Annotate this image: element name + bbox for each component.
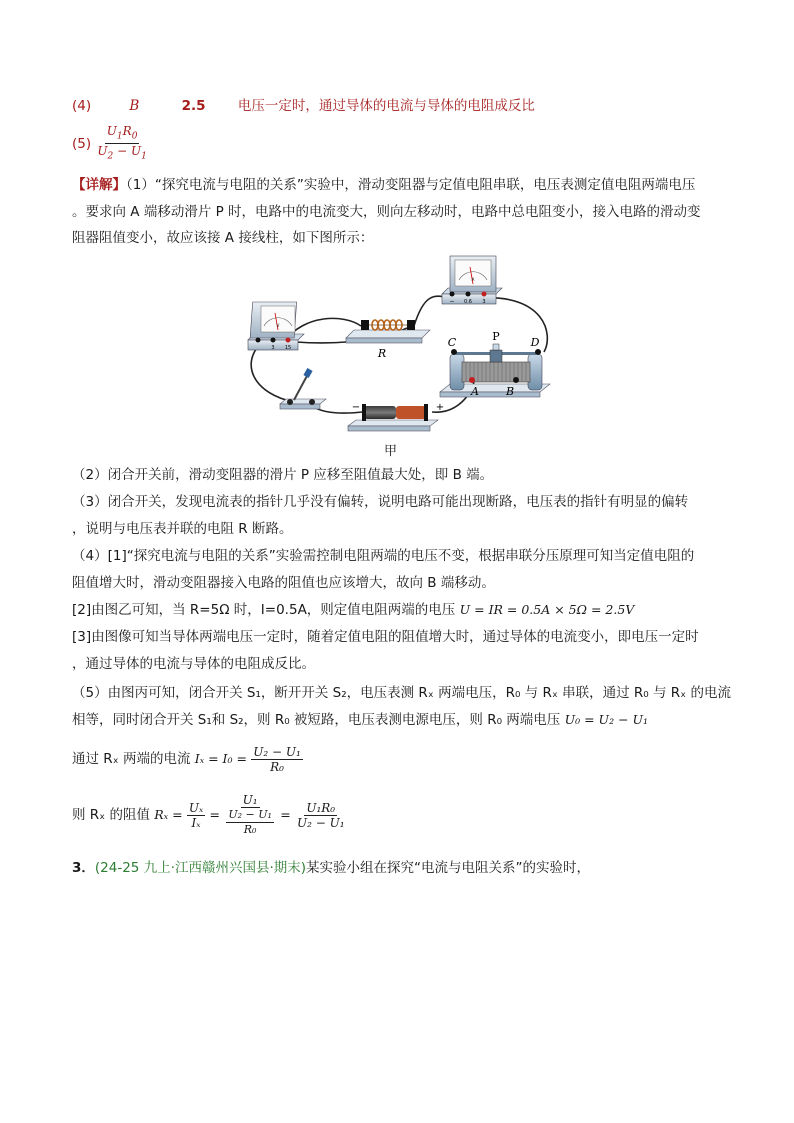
rheostat-label-D: D xyxy=(530,336,540,349)
voltmeter-tick-3: 3 xyxy=(271,345,275,351)
rx-fraction-2 xyxy=(224,793,276,837)
detail-p4-c xyxy=(72,600,634,620)
current-denominator: R₀ xyxy=(270,759,284,774)
voltmeter-tick-15: 15 xyxy=(284,345,292,351)
question-number: 3． xyxy=(72,860,95,876)
rx-nested-num: U₂ − U₁ xyxy=(228,808,272,821)
q5-numerator: $U_1R_0$ xyxy=(105,124,140,144)
voltage-equation: U = IR = 0.5A × 5Ω = 2.5V xyxy=(459,602,635,617)
rx-fraction-3 xyxy=(295,801,347,830)
detail-p5-c-text: 通过 Rₓ 两端的电流 xyxy=(72,751,191,767)
rx-nested-fraction xyxy=(226,808,274,837)
ammeter-tick-3: 3 xyxy=(482,299,486,305)
figure-caption: 甲 xyxy=(384,444,398,459)
rheostat-label-C: C xyxy=(447,336,457,349)
current-fraction xyxy=(251,745,303,774)
detail-p4-b: 阻值增大时，滑动变阻器接入电路的阻值也应该增大，故向 B 端移动。 xyxy=(72,575,495,591)
detail-p1-a xyxy=(72,175,695,195)
rx-fraction-1 xyxy=(187,801,205,830)
detail-p1-a-text: （1）“探究电流与电阻的关系”实验中，滑动变阻器与定值电阻串联，电压表测定值电阻两端电压 xyxy=(126,177,696,193)
q5-denominator: $U_2 - U_1$ xyxy=(97,144,147,162)
ammeter-tick-06: 0.6 xyxy=(464,299,472,305)
detail-p4-a: （4）[1]“探究电流与电阻的关系”实验需控制电阻两端的电压不变，根据串联分压原理可知当定值电阻的 xyxy=(72,548,695,564)
q4-answer-1: B xyxy=(129,98,140,114)
q4-answer-3: 电压一定时，通过导体的电流与导体的电阻成反比 xyxy=(237,98,535,114)
rx-fraction-3-num: U₁R₀ xyxy=(306,800,336,815)
q5-number: (5) xyxy=(72,135,92,152)
rheostat xyxy=(440,330,550,398)
question-source: (24-25 九上·江西赣州兴国县·期末) xyxy=(94,860,307,876)
answer-line-4 xyxy=(72,96,535,116)
detail-p4-e: ，通过导体的电流与导体的电阻成反比。 xyxy=(72,656,315,672)
battery-plus: + xyxy=(435,402,445,413)
equals-2: = xyxy=(280,807,291,822)
u0-equation: U₀ = U₂ − U₁ xyxy=(564,712,649,727)
detail-p5-d xyxy=(72,790,347,840)
detail-p4-d: [3]由图像可知当导体两端电压一定时，随着定值电阻的阻值增大时，通过导体的电流变小，即电压一定时 xyxy=(72,629,699,645)
detail-p3-b: ，说明与电压表并联的电阻 R 断路。 xyxy=(72,521,293,537)
circuit-diagram xyxy=(244,254,554,454)
detail-p5-c xyxy=(72,742,303,776)
ammeter xyxy=(442,256,502,305)
detail-p5-a: （5）由图丙可知，闭合开关 S₁，断开开关 S₂，电压表测 Rₓ 两端电压，R₀ 与 Rₓ 串联，通过 R₀ 与 Rₓ 的电流 xyxy=(72,685,731,701)
detail-p1-c: 阻器阻值变小，故应该接 A 接线柱，如下图所示： xyxy=(72,230,374,246)
q4-number: (4) xyxy=(72,98,92,114)
svg-text:V: V xyxy=(276,323,280,328)
rx-lhs: Rₓ = xyxy=(154,807,183,822)
detail-p1-b: 。要求向 A 端移动滑片 P 时，电路中的电流变大，则向左移动时，电路中总电阻变小，接入电路的滑动变 xyxy=(72,204,701,220)
next-question xyxy=(72,858,590,878)
switch xyxy=(280,368,326,409)
rheostat-label-B: B xyxy=(505,385,515,398)
question-text: 某实验小组在探究“电流与电阻关系”的实验时， xyxy=(306,860,591,876)
q4-answer-2: 2.5 xyxy=(181,98,206,114)
rx-fraction-2-num: U₁ xyxy=(242,793,258,807)
current-numerator: U₂ − U₁ xyxy=(253,744,301,759)
svg-text:A: A xyxy=(471,277,475,282)
resistor xyxy=(346,320,430,360)
current-lhs: Iₓ = I₀ = xyxy=(194,751,247,766)
detail-p3-a: （3）闭合开关，发现电流表的指针几乎没有偏转，说明电路可能出现断路，电压表的指针有明显的偏转 xyxy=(72,494,689,510)
voltmeter xyxy=(248,302,304,351)
detail-p5-b-text: 相等，同时闭合开关 S₁和 S₂，则 R₀ 被短路，电压表测电源电压，则 R₀ 两端电压 xyxy=(72,712,561,728)
ammeter-minus: − xyxy=(449,298,455,305)
detail-p5-d-text: 则 Rₓ 的阻值 xyxy=(72,807,150,823)
detail-p4-c-text: [2]由图乙可知，当 R=5Ω 时，I=0.5A，则定值电阻两端的电压 xyxy=(72,602,456,618)
rx-nested-den: R₀ xyxy=(243,823,257,836)
equals-1: = xyxy=(209,807,221,822)
rheostat-label-A: A xyxy=(471,385,479,398)
rheostat-label-P: P xyxy=(492,330,500,343)
detail-tag: 【详解】 xyxy=(72,177,126,193)
rx-fraction-2-den xyxy=(224,808,276,837)
detail-p5-b xyxy=(72,710,648,730)
rx-fraction-1-den: Iₓ xyxy=(191,815,201,830)
battery-minus: − xyxy=(351,402,361,413)
resistor-label: R xyxy=(377,347,387,360)
q5-answer-fraction xyxy=(95,124,148,164)
detail-p2: （2）闭合开关前，滑动变阻器的滑片 P 应移至阻值最大处，即 B 端。 xyxy=(72,467,494,483)
battery xyxy=(348,402,444,431)
answer-line-5 xyxy=(72,124,149,164)
wire-voltmeter-switch xyxy=(251,342,294,402)
rx-fraction-3-den: U₂ − U₁ xyxy=(296,815,345,830)
rx-fraction-1-num: Uₓ xyxy=(188,800,204,815)
